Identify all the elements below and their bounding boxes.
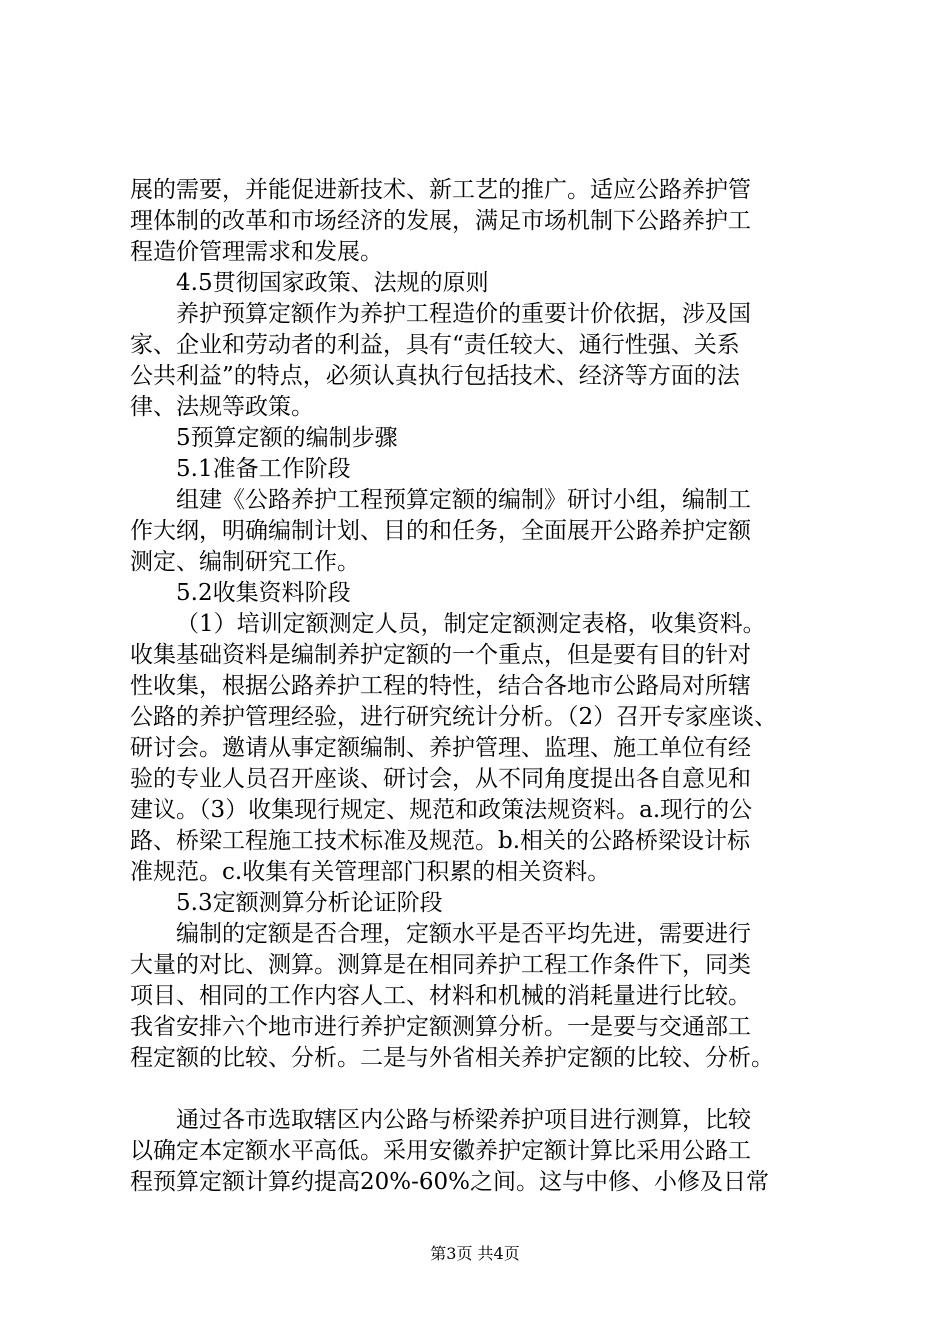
text-line: 程预算定额计算约提高20%-60%之间。这与中修、小修及日常 (130, 1169, 770, 1195)
text-line: 验的专业人员召开座谈、研讨会，从不同角度提出各自意见和 (130, 766, 751, 792)
text-line: 律、法规等政策。 (130, 394, 314, 420)
text-line: 展的需要，并能促进新技术、新工艺的推广。适应公路养护管 (130, 177, 751, 203)
text-line: 作大纲，明确编制计划、目的和任务，全面展开公路养护定额 (130, 518, 751, 544)
text-line: 养护预算定额作为养护工程造价的重要计价依据，涉及国 (176, 301, 751, 327)
text-line: 组建《公路养护工程预算定额的编制》研讨小组，编制工 (176, 487, 751, 513)
text-line: 收集基础资料是编制养护定额的一个重点，但是要有目的针对 (130, 642, 751, 668)
text-line: 我省安排六个地市进行养护定额测算分析。一是要与交通部工 (130, 1014, 751, 1040)
section-heading: 4.5贯彻国家政策、法规的原则 (176, 270, 489, 296)
text-line: 程造价管理需求和发展。 (130, 239, 383, 265)
text-line: 程定额的比较、分析。二是与外省相关养护定额的比较、分析。 (130, 1045, 774, 1071)
paragraph-gap (130, 1074, 850, 1105)
text-line: 家、企业和劳动者的利益，具有“责任较大、通行性强、关系 (130, 332, 740, 358)
text-line: 准规范。c.收集有关管理部门积累的相关资料。 (130, 859, 611, 885)
text-line: 以确定本定额水平高低。采用安徽养护定额计算比采用公路工 (130, 1138, 751, 1164)
page-number-footer: 第3页 共4页 (430, 1244, 520, 1263)
text-line: 建议。（3）收集现行规定、规范和政策法规资料。a.现行的公 (130, 797, 753, 823)
text-line: 理体制的改革和市场经济的发展，满足市场机制下公路养护工 (130, 208, 751, 234)
text-line: 公路的养护管理经验，进行研究统计分析。（2）召开专家座谈、 (130, 704, 778, 730)
text-line: 研讨会。邀请从事定额编制、养护管理、监理、施工单位有经 (130, 735, 751, 761)
text-line: 路、桥梁工程施工技术标准及规范。b.相关的公路桥梁设计标 (130, 828, 751, 854)
text-line: 测定、编制研究工作。 (130, 549, 360, 575)
text-line: 公共利益”的特点，必须认真执行包括技术、经济等方面的法 (130, 363, 740, 389)
text-line: 编制的定额是否合理，定额水平是否平均先进，需要进行 (176, 921, 751, 947)
text-line: 性收集，根据公路养护工程的特性，结合各地市公路局对所辖 (130, 673, 751, 699)
section-heading: 5.1准备工作阶段 (176, 456, 351, 482)
text-line: （1）培训定额测定人员，制定定额测定表格，收集资料。 (176, 611, 766, 637)
section-heading: 5预算定额的编制步骤 (176, 425, 398, 451)
section-heading: 5.3定额测算分析论证阶段 (176, 890, 443, 916)
text-line: 通过各市选取辖区内公路与桥梁养护项目进行测算，比较 (176, 1107, 751, 1133)
document-body (130, 175, 850, 1198)
section-heading: 5.2收集资料阶段 (176, 580, 351, 606)
text-line: 项目、相同的工作内容人工、材料和机械的消耗量进行比较。 (130, 983, 751, 1009)
text-line: 大量的对比、测算。测算是在相同养护工程工作条件下，同类 (130, 952, 751, 978)
